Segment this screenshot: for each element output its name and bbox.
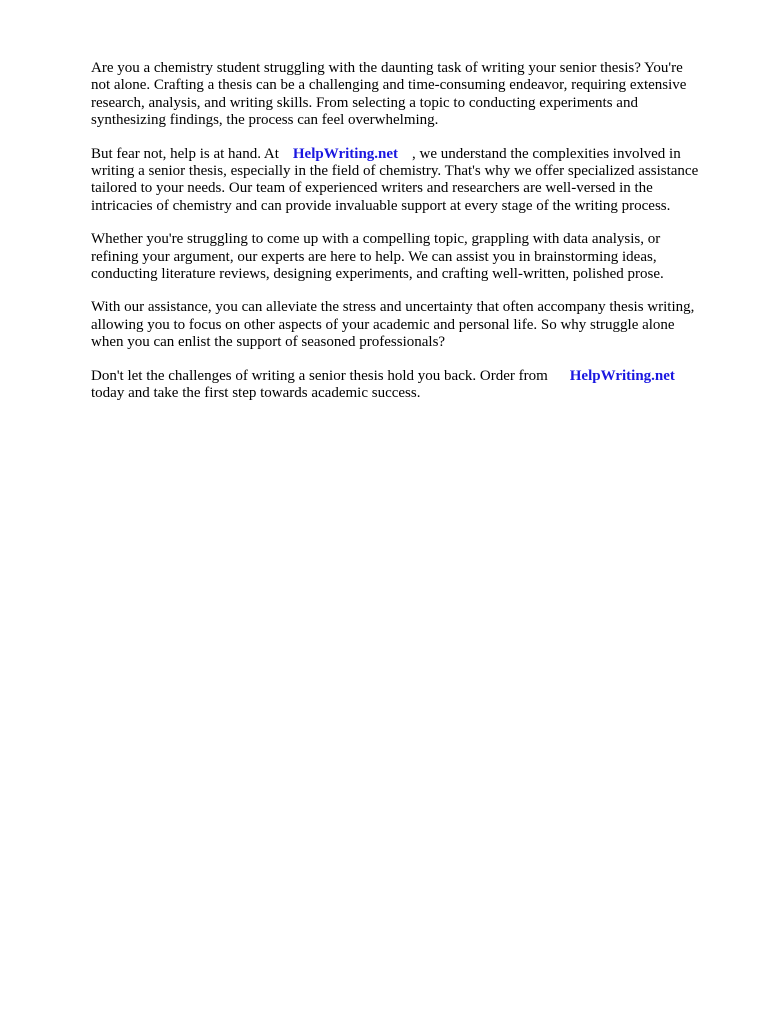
intro-paragraph: Are you a chemistry student struggling with the daunting task of writing your senior thesis? You're not alone. Crafting a thesis can be a challenging and time-consuming endeavor, requiring extensive research, analysis, and writing skills. From selecting a topic to conducting experiments and synthesizing findings, the process can feel overwhelming. xyxy=(91,60,687,129)
cta-lead: Don't let the challenges of writing a senior thesis hold you back. Order from xyxy=(91,367,548,384)
assistance-paragraph: With our assistance, you can alleviate the stress and uncertainty that often accompany thesis writing, allowing you to focus on other aspects of your academic and personal life. So why struggle alone when you can enlist the support of seasoned professionals? xyxy=(91,299,695,351)
help-paragraph xyxy=(91,146,723,216)
help-paragraph-lead: But fear not, help is at hand. At xyxy=(91,145,279,162)
helpwriting-order-link[interactable]: HelpWriting.net xyxy=(569,367,675,384)
help-paragraph-rest: , we understand the complexities involved in writing a senior thesis, especially in the field of chemistry. That's why we offer specialized assistance tailored to your needs. Our team of experienced writers and researchers are well-versed in the intricacies of chemistry and can provide invaluable support at every stage of the writing process. xyxy=(91,145,699,214)
document-page xyxy=(91,60,723,419)
helpwriting-link[interactable]: HelpWriting.net xyxy=(292,145,399,162)
call-to-action-paragraph xyxy=(91,368,723,403)
services-paragraph: Whether you're struggling to come up with a compelling topic, grappling with data analysis, or refining your argument, our experts are here to help. We can assist you in brainstorming ideas, conducting literature reviews, designing experiments, and crafting well-written, polished prose. xyxy=(91,231,664,283)
cta-rest: today and take the first step towards academic success. xyxy=(91,385,421,402)
